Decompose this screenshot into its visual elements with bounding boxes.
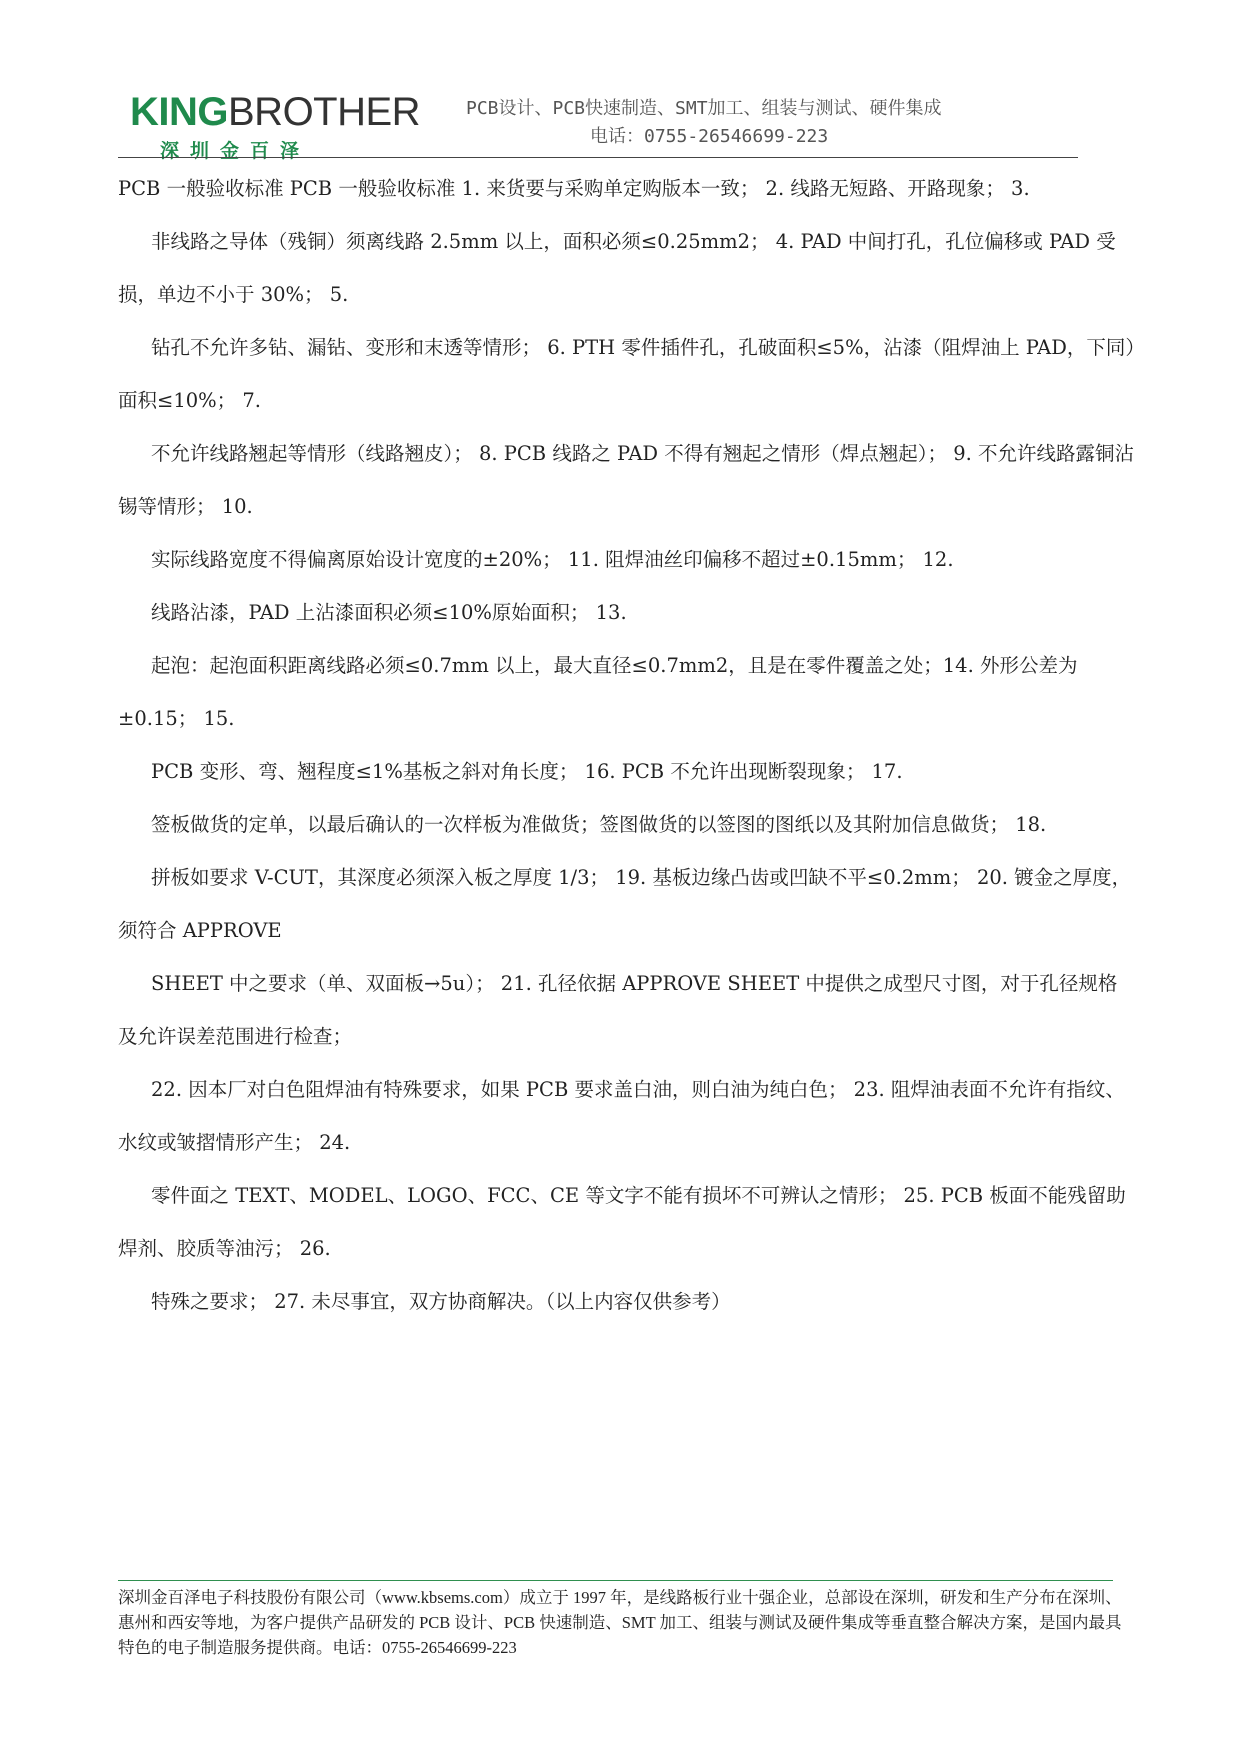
body-paragraph-11: SHEET 中之要求（单、双面板→5u）； 21. 孔径依据 APPROVE SHEET 中提供之成型尺寸图，对于孔径规格及允许误差范围进行检查； — [118, 972, 1118, 1048]
body-paragraph-13: 零件面之 TEXT、MODEL、LOGO、FCC、CE 等文字不能有损坏不可辨认之情形； 25. PCB 板面不能残留助焊剂、胶质等油污； 26. — [118, 1184, 1126, 1260]
body-paragraph-3: 钻孔不允许多钻、漏钻、变形和末透等情形； 6. PTH 零件插件孔，孔破面积≤5%，沾漆（阻焊油上 PAD，下同）面积≤10%； 7. — [118, 336, 1136, 412]
body-paragraph-7: 起泡：起泡面积距离线路必须≤0.7mm 以上，最大直径≤0.7mm2，且是在零件覆盖之处；14. 外形公差为±0.15； 15. — [118, 654, 1078, 730]
footer-divider — [118, 1580, 1113, 1581]
header-divider — [118, 157, 1078, 158]
logo-chinese-name: 深圳金百泽 — [160, 140, 311, 162]
body-paragraph-14: 特殊之要求； 27. 未尽事宜，双方协商解决。（以上内容仅供参考） — [151, 1290, 731, 1313]
body-paragraph-5: 实际线路宽度不得偏离原始设计宽度的±20%； 11. 阻焊油丝印偏移不超过±0.15mm； 12. — [151, 548, 954, 571]
body-paragraph-1: PCB 一般验收标准 PCB 一般验收标准 1. 来货要与采购单定购版本一致； 2. 线路无短路、开路现象； 3. — [118, 177, 1030, 200]
logo-brother-text: BROTHER — [228, 90, 421, 134]
body-paragraph-4: 不允许线路翘起等情形（线路翘皮）； 8. PCB 线路之 PAD 不得有翘起之情形（焊点翘起）； 9. 不允许线路露铜沾锡等情形； 10. — [118, 442, 1135, 518]
header-tagline: PCB设计、PCB快速制造、SMT加工、组装与测试、硬件集成 — [466, 98, 942, 119]
body-paragraph-12: 22. 因本厂对白色阻焊油有特殊要求，如果 PCB 要求盖白油，则白油为纯白色； 23. 阻焊油表面不允许有指纹、水纹或皱摺情形产生； 24. — [118, 1078, 1125, 1154]
body-paragraph-9: 签板做货的定单，以最后确认的一次样板为准做货；签图做货的以签图的图纸以及其附加信息做货； 18. — [151, 813, 1047, 836]
header-phone: 电话：0755-26546699-223 — [590, 126, 829, 147]
document-body — [118, 162, 1136, 1328]
company-logo — [130, 92, 420, 132]
page-header — [118, 70, 1078, 160]
footer-company-info: 深圳金百泽电子科技股份有限公司（www.kbsems.com）成立于 1997 年，是线路板行业十强企业，总部设在深圳，研发和生产分布在深圳、惠州和西安等地，为客户提供产品研发的 PCB 设计、PCB 快速制造、SMT 加工、组装与测试及硬件集成等垂直整合解决方案，是国内最具特色的电子制造服务提供商。电话：0755-26546699-223 — [118, 1588, 1122, 1657]
body-paragraph-8: PCB 变形、弯、翘程度≤1%基板之斜对角长度； 16. PCB 不允许出现断裂现象； 17. — [151, 760, 903, 783]
body-paragraph-2: 非线路之导体（残铜）须离线路 2.5mm 以上，面积必须≤0.25mm2； 4. PAD 中间打孔，孔位偏移或 PAD 受损，单边不小于 30%； 5. — [118, 230, 1116, 306]
body-paragraph-6: 线路沾漆，PAD 上沾漆面积必须≤10%原始面积； 13. — [151, 601, 627, 624]
body-paragraph-10: 拼板如要求 V-CUT，其深度必须深入板之厚度 1/3； 19. 基板边缘凸齿或凹缺不平≤0.2mm； 20. 镀金之厚度，须符合 APPROVE — [118, 866, 1132, 942]
logo-king-text: KING — [130, 90, 228, 134]
